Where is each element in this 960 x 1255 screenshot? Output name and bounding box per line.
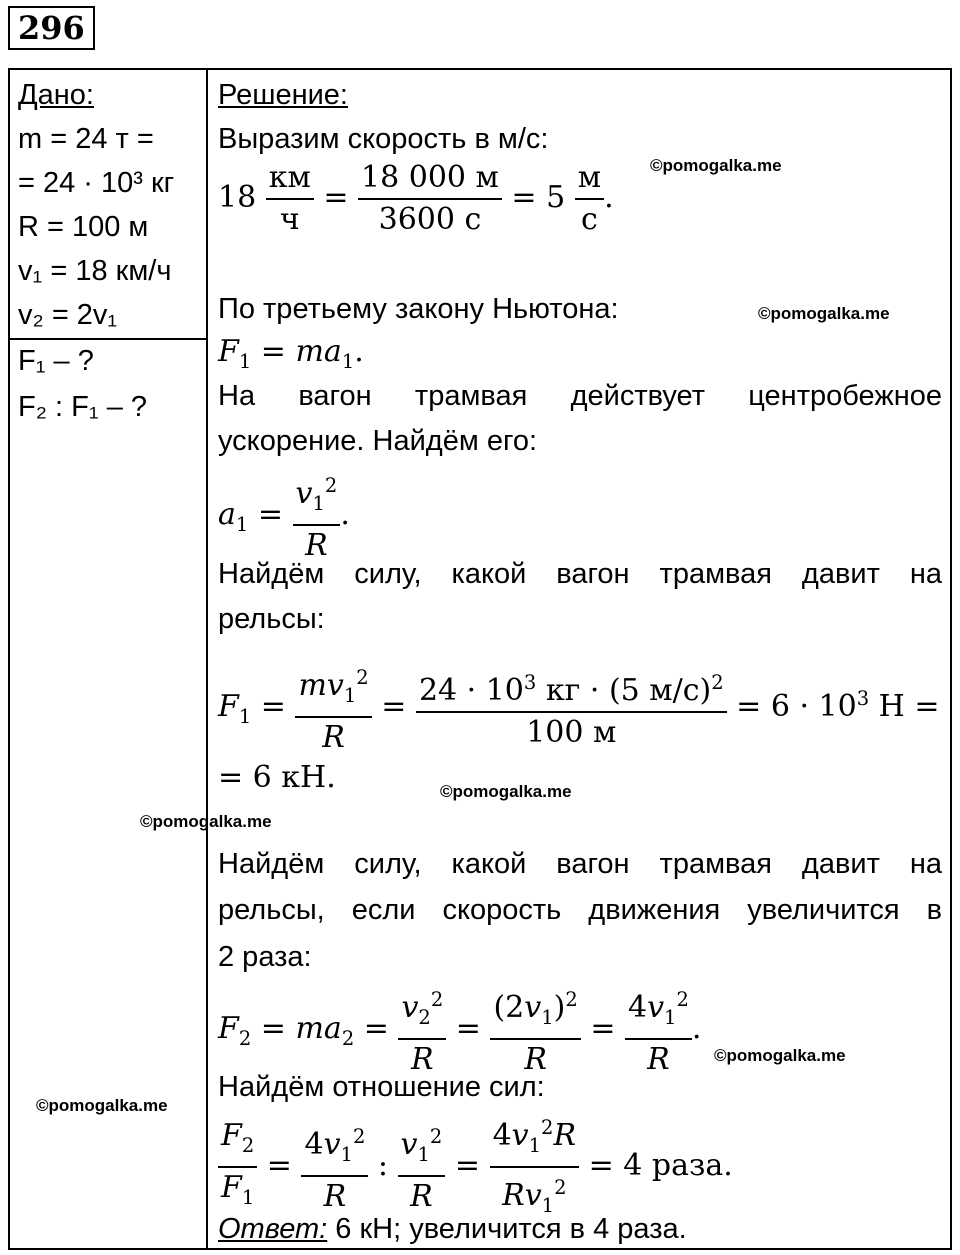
acceleration-formula: $a_1$ = $\frac{v_1^2}{R}$ . [218, 466, 350, 566]
task-number: 296 [8, 6, 95, 50]
speed-intro: Выразим скорость в м/с: [218, 123, 549, 155]
speed-conversion-formula: 18 $\frac{км}{ч}$ = $\frac{18 000 м}{3600 с}$ = 5 $\frac{м}{с}$ . [218, 158, 614, 240]
given-line-radius: R = 100 м [18, 211, 149, 243]
ratio-intro: Найдём отношение сил: [218, 1071, 545, 1103]
watermark-1: ©pomogalka.me [650, 156, 782, 175]
given-line-v1: v₁ = 18 км/ч [18, 255, 172, 287]
force2-line-1: Найдём силу, какой вагон трамвая давит на [218, 848, 942, 880]
centripetal-line-2: ускорение. Найдём его: [218, 425, 538, 457]
watermark-2: ©pomogalka.me [758, 304, 890, 323]
find-f1: F₁ – ? [18, 345, 94, 377]
solution-table [8, 68, 952, 1250]
newton-intro: По третьему закону Ньютона: [218, 293, 619, 325]
given-line-mass: m = 24 т = [18, 123, 154, 155]
solution-title: Решение: [218, 79, 348, 111]
given-divider [8, 338, 208, 340]
watermark-6: ©pomogalka.me [36, 1096, 168, 1115]
watermark-5: ©pomogalka.me [714, 1046, 846, 1065]
force-line-2: рельсы: [218, 603, 325, 635]
find-ratio: F₂ : F₁ – ? [18, 391, 148, 423]
centripetal-line-1: На вагон трамвая действует центробежное [218, 380, 942, 412]
column-divider [206, 68, 208, 1250]
newton-formula: $F_1 = ma_1$. [218, 334, 364, 373]
force1-formula: $F_1$ = $\frac{mv_1^2}{R}$ = $\frac{24 \cdot 10^3 кг \cdot (5 м/с)^2}{100 м}$ = $6 \cdot 10^3$ Н = [218, 658, 940, 758]
ratio-formula: $\frac{F_2}{F_1}$ = $\frac{4v_1^2}{R}$ : $\frac{v_1^2}{R}$ = $\frac{4v_1^2R}{Rv_1^2}$ = 4 раза. [218, 1108, 733, 1226]
force2-line-2: рельсы, если скорость движения увеличится в [218, 894, 942, 926]
answer-text: 6 кН; увеличится в 4 раза. [335, 1213, 687, 1245]
given-line-mass-si: = 24 · 10³ кг [18, 167, 175, 199]
force-line-1: Найдём силу, какой вагон трамвая давит на [218, 558, 942, 590]
watermark-4: ©pomogalka.me [140, 812, 272, 831]
given-line-v2: v₂ = 2v₁ [18, 299, 118, 331]
answer-line [218, 1212, 687, 1246]
force2-formula: $F_2 = ma_2$ = $\frac{v_2^2}{R}$ = $\frac{(2v_1)^2}{R}$ = $\frac{4v_1^2}{R}$ . [218, 980, 701, 1080]
force2-line-3: 2 раза: [218, 941, 312, 973]
answer-label: Ответ: [218, 1213, 328, 1245]
force1-result: = 6 кН. [218, 760, 336, 795]
given-title: Дано: [18, 79, 94, 111]
watermark-3: ©pomogalka.me [440, 782, 572, 801]
